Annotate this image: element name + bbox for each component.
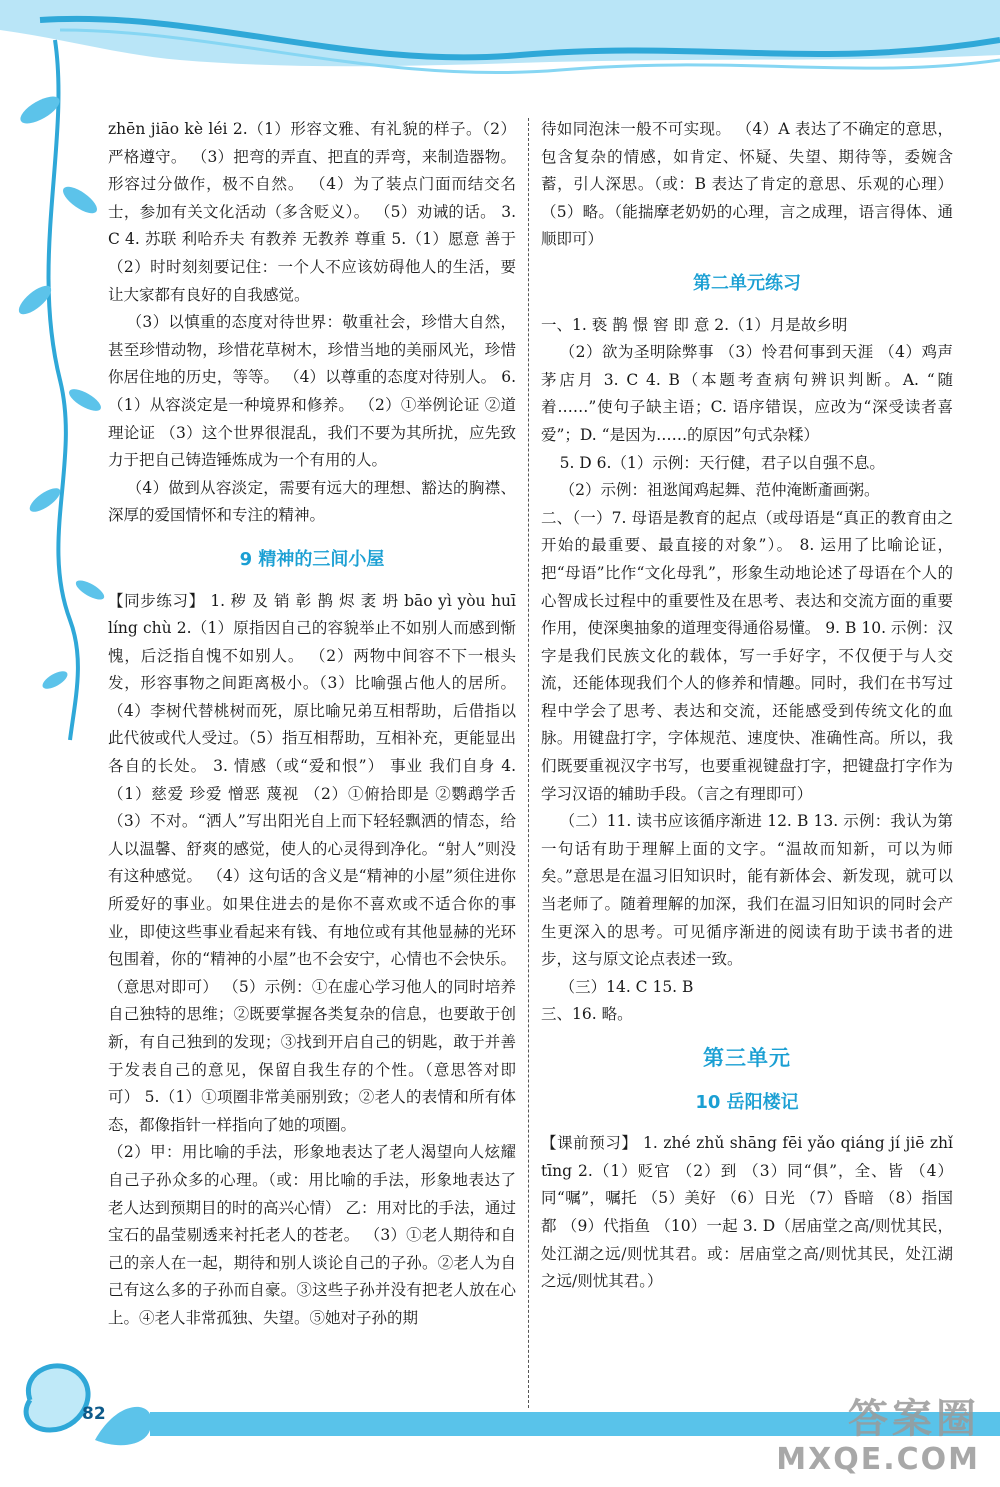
answer-paragraph: （2）示例：祖逖闻鸡起舞、范仲淹断齑画粥。 (559, 481, 880, 500)
answer-paragraph: （三）14. C 15. B (559, 977, 694, 996)
lesson-9-title: 9 精神的三间小屋 (239, 548, 385, 570)
page-number: 82 (82, 1404, 106, 1424)
answer-paragraph: 三、16. 略。 (541, 1005, 633, 1024)
watermark-logo-text: 答案圈 (848, 1396, 980, 1442)
answer-paragraph: （2）欲为圣明除弊事 （3）怜君何事到天涯 （4）鸡声茅店月 3. C 4. B（本题考查病句辨识判断。A. “随着……”使句子缺主语；C. 语序错误，应改为“深受读者喜爱”；D. “是因为……的原因”句式杂糅） (541, 343, 953, 444)
unit-2-exercise-title: 第二单元练习 (693, 272, 801, 294)
watermark (776, 1395, 980, 1477)
answer-paragraph: （2）甲：用比喻的手法，形象地表达了老人渴望向人炫耀自己子孙众多的心理。（或：用比喻的手法，形象地表达了老人达到预期目的时的高兴心情） 乙：用对比的手法，通过宝石的晶莹剔透来衬托老人的苍老。 （3）①老人期待和自己的亲人在一起，期待和别人谈论自己的子孙。②老人为自己有这么多的子孙而自豪。③这些子孙并没有把老人放在心上。④老人非常孤独、失望。⑤她对子孙的期 (108, 1143, 516, 1327)
answer-paragraph: 一、1. 亵 鹊 憬 窖 即 意 2.（1）月是故乡明 (541, 315, 848, 334)
answer-paragraph: 【课前预习】 1. zhé zhǔ shāng fēi yǎo qiáng jí jiē zhǐ tīng 2.（1）贬官 （2）到 （3）同“俱”，全、皆 （4）同“嘱”，嘱托 （5）美好 （6）日光 （7）昏暗 （8）指国都 （9）代指鱼 （10）一起 3. D（居庙堂之高/则忧其民，处江湖之远/则忧其君。或：居庙堂之高/则忧其民，处江湖之远/则忧其君。） (541, 1134, 953, 1291)
answer-paragraph: 二、（一）7. 母语是教育的起点（或母语是“真正的教育由之开始的最重要、最直接的对象”）。 8. 运用了比喻论证，把“母语”比作“文化母乳”，形象生动地论述了母语在个人的心智成长过程中的重要性及在思考、表达和交流方面的重要作用，使深奥抽象的道理变得通俗易懂。 9. B 10. 示例：汉字是我们民族文化的载体，写一手好字，不仅便于与人交流，还能体现我们个人的修养和情趣。同时，我们在书写过程中学会了思考、表达和交流，还能感受到传统文化的血脉。用键盘打字，字体规范、速度快、准确性高。所以，我们既要重视汉字书写，也要重视键盘打字，把键盘打字作为学习汉语的辅助手段。（言之有理即可） (541, 508, 953, 803)
answer-paragraph: 5. D 6.（1）示例：天行健，君子以自强不息。 (559, 453, 885, 472)
answer-paragraph: 【同步练习】 1. 秽 及 销 彰 鹊 烬 袤 坍 bāo yì yòu huī líng chù 2.（1）原指因自己的容貌举止不如别人而感到惭愧，后泛指自愧不如别人。 （2）两物中间容不下一根头发，形容事物之间距离极小。（3）比喻强占他人的居所。 （4）李树代替桃树而死，原比喻兄弟互相帮助，后借指以此代彼或代人受过。（5）指互相帮助，互相补充，更能显出各自的长处。 3. 情感（或“爱和恨”） 事业 我们自身 4.（1）慈爱 珍爱 憎恶 蔑视 （2）①俯拾即是 ②鹦鹉学舌 （3）不对。“洒人”写出阳光自上而下轻轻飘洒的情态，给人以温馨、舒爽的感觉，使人的心灵得到净化。“射人”则没有这种感觉。 （4）这句话的含义是“精神的小屋”须住进你所爱好的事业。如果住进去的是你不喜欢或不适合你的事业，即使这些事业看起来有钱、有地位或有其他显赫的光环包围着，你的“精神的小屋”也不会安宁，心情也不会快乐。（意思对即可） （5）示例：①在虚心学习他人的同时培养自己独特的思维；②既要掌握各类复杂的信息，也要敢于创新，有自己独到的发现；③找到开启自己的钥匙，敢于并善于发表自己的意见，保留自我生存的个性。（意思答对即可） 5.（1）①项圈非常美丽别致；②老人的表情和所有体态，都像指针一样指向了她的项圈。 (108, 591, 516, 1134)
lesson-10-title: 10 岳阳楼记 (695, 1091, 799, 1113)
watermark-url: MXQE.COM (776, 1442, 980, 1477)
column-divider (528, 118, 529, 1408)
answer-paragraph: zhēn jiāo kè léi 2.（1）形容文雅、有礼貌的样子。（2）严格遵守。 （3）把弯的弄直、把直的弄弯，来制造器物。形容过分做作，极不自然。 （4）为了装点门面而结交名士，参加有关文化活动（多含贬义）。 （5）劝诫的话。 3. C 4. 苏联 利哈乔夫 有教养 无教养 尊重 5.（1）愿意 善于 （2）时时刻刻要记住：一个人不应该妨碍他人的生活，要让大家都有良好的自我感觉。 (108, 120, 516, 304)
answer-paragraph: （4）做到从容淡定，需要有远大的理想、豁达的胸襟、深厚的爱国情怀和专注的精神。 (108, 478, 516, 525)
left-column (108, 116, 516, 1333)
right-column (541, 116, 953, 1296)
answer-paragraph: （二）11. 读书应该循序渐进 12. B 13. 示例：我认为第一句话有助于理解上面的文字。“温故而知新，可以为师矣。”意思是在温习旧知识时，能有新体会、新发现，就可以当老师了。随着理解的加深，我们在温习旧知识的同时会产生更深入的思考。可见循序渐进的阅读有助于读书者的进步，这与原文论点表述一致。 (541, 812, 953, 969)
answer-paragraph: 待如同泡沫一般不可实现。 （4）A 表达了不确定的意思，包含复杂的情感，如肯定、怀疑、失望、期待等，委婉含蓄，引人深思。（或：B 表达了肯定的意思、乐观的心理） （5）略。（能揣摩老奶奶的心理，言之成理，语言得体、通顺即可） (541, 120, 953, 249)
answer-paragraph: （3）以慎重的态度对待世界：敬重社会，珍惜大自然，甚至珍惜动物，珍惜花草树木，珍惜当地的美丽风光，珍惜你居住地的历史，等等。 （4）以尊重的态度对待别人。 6.（1）从容淡定是一种境界和修养。 （2）①举例论证 ②道理论证 （3）这个世界很混乱，我们不要为其所扰，应先致力于把自己铸造锤炼成为一个有用的人。 (108, 313, 516, 470)
unit-3-title: 第三单元 (703, 1046, 791, 1070)
